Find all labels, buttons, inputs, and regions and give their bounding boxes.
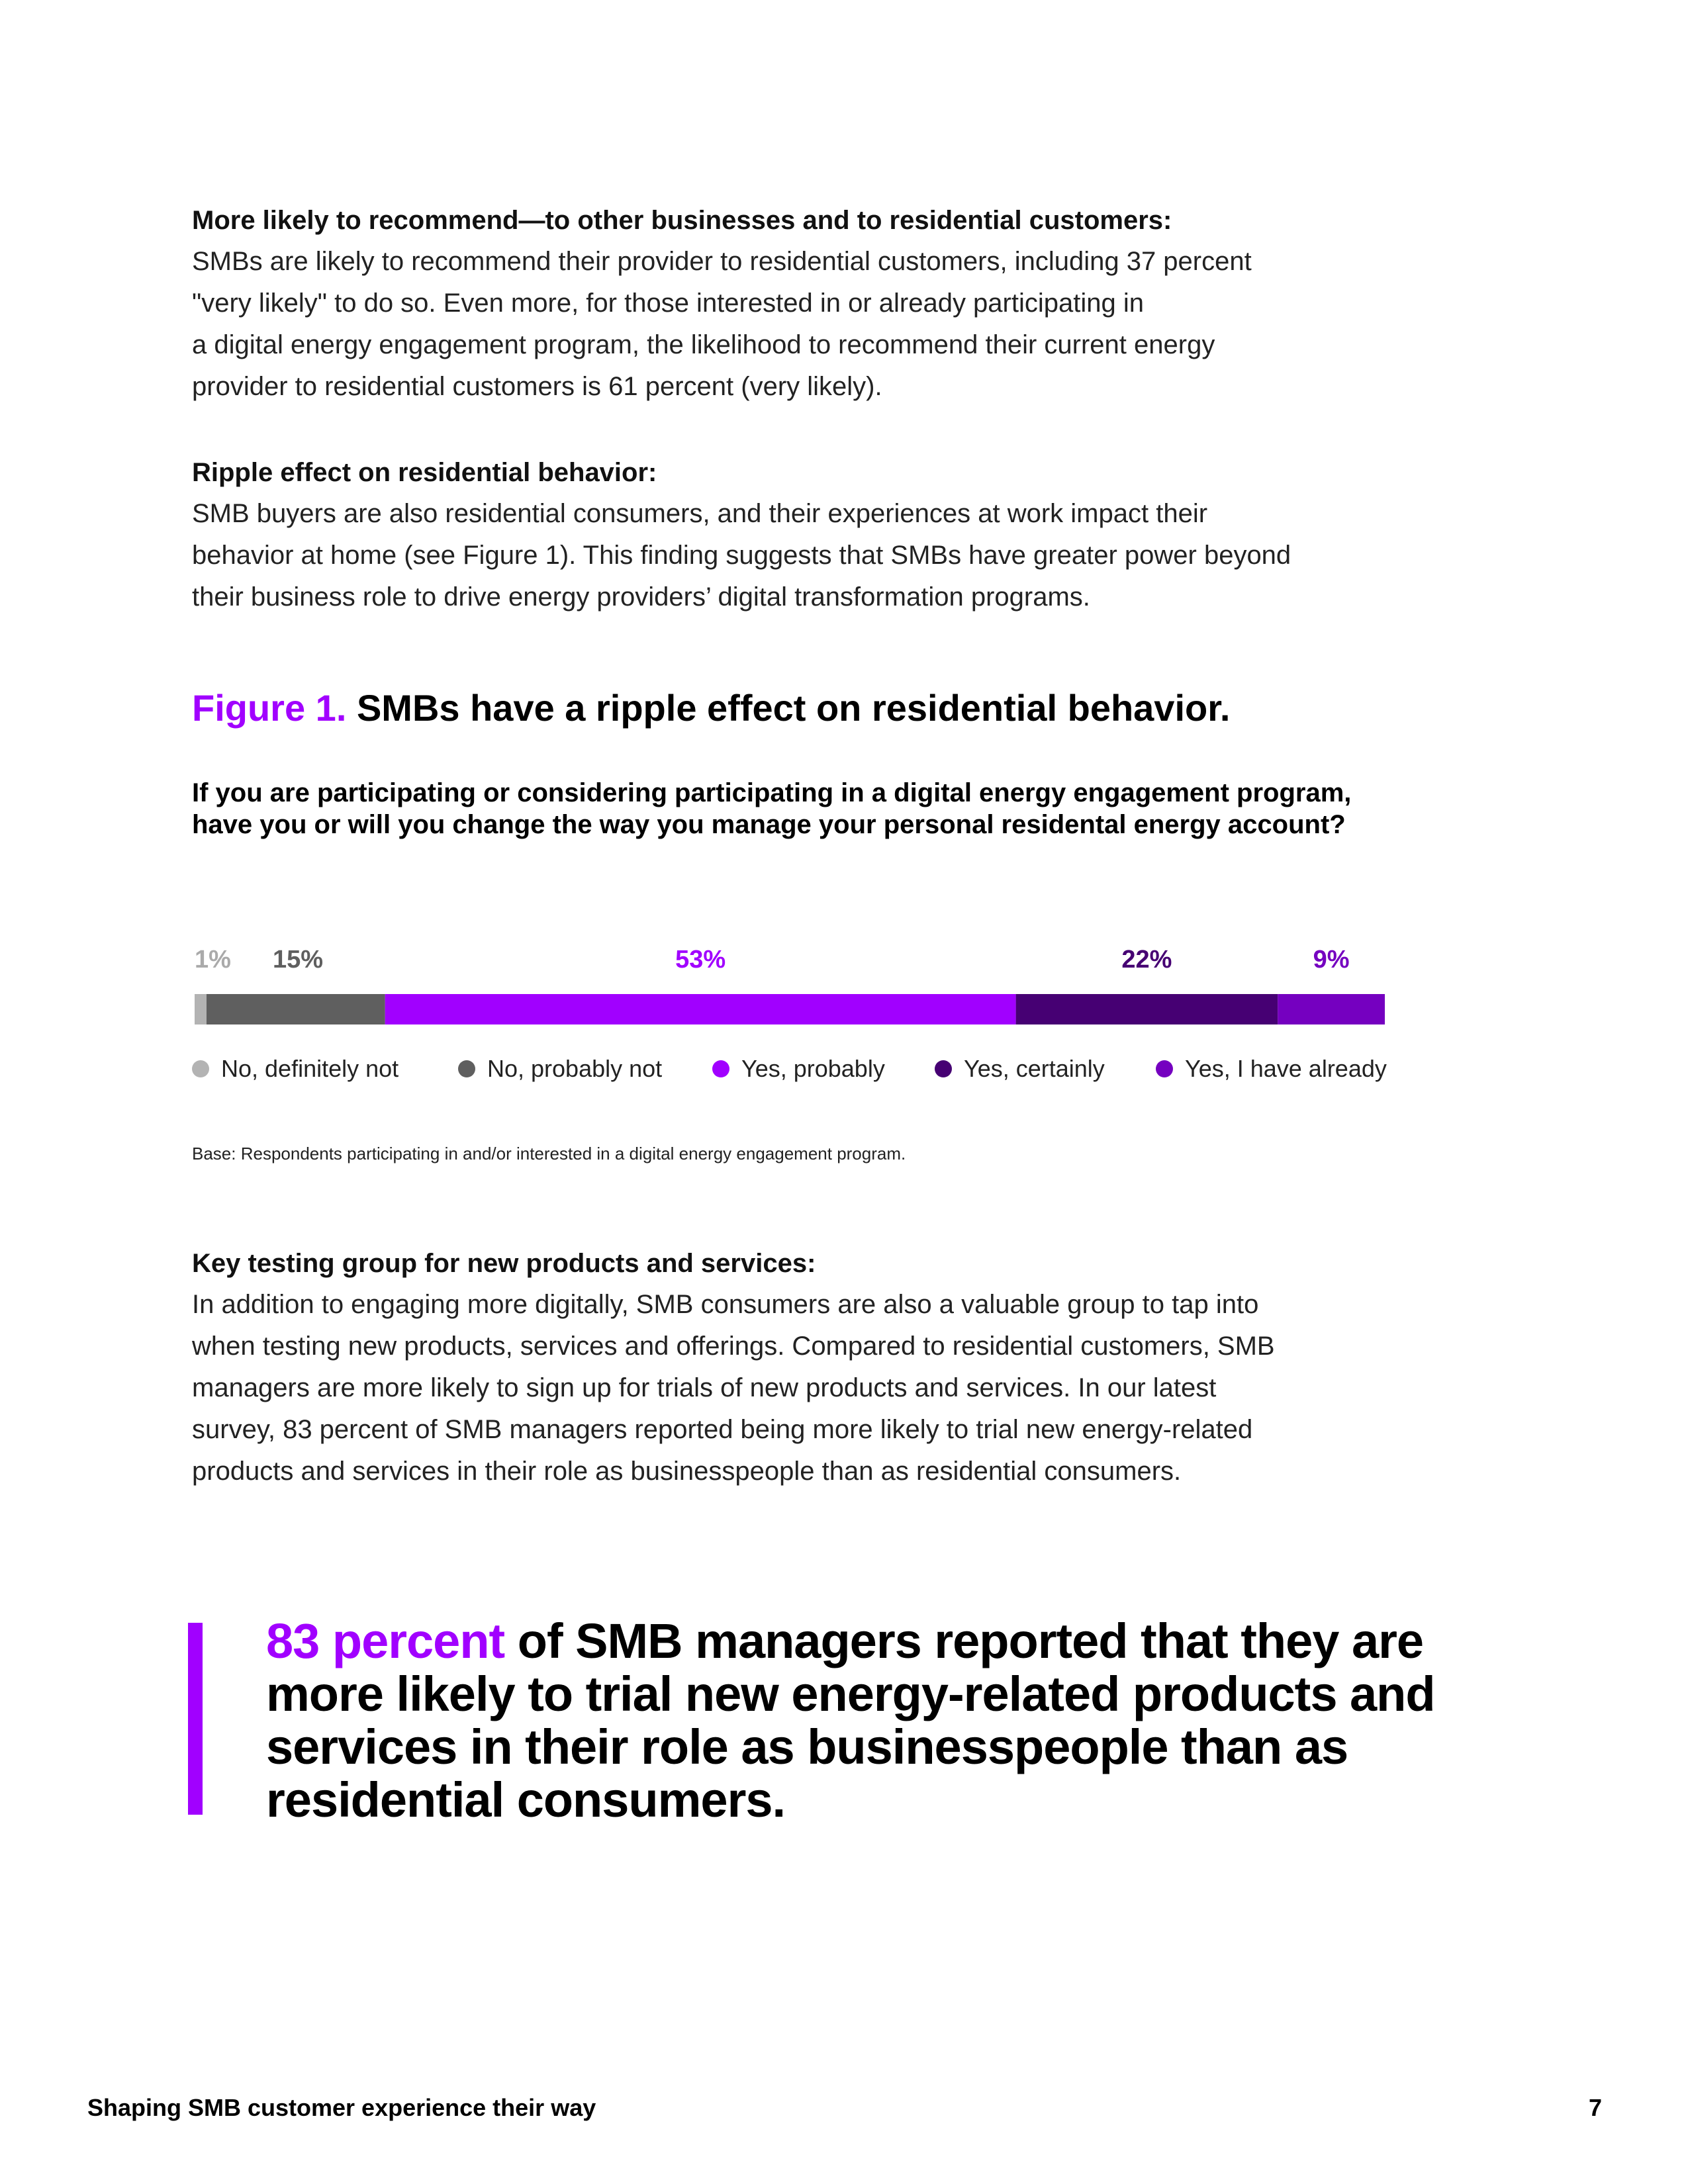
figure-number: Figure 1. <box>192 687 347 729</box>
data-label-yes-probably: 53% <box>675 946 726 974</box>
paragraph-line: provider to residential customers is 61 percent (very likely). <box>192 372 882 401</box>
legend-dot <box>192 1060 209 1077</box>
section-key-testing-group <box>192 1243 1450 1492</box>
paragraph-line: "very likely" to do so. Even more, for those interested in or already participating in <box>192 289 1144 318</box>
paragraph-line: their business role to drive energy providers’ digital transformation programs. <box>192 582 1090 612</box>
figure-title-text: SMBs have a ripple effect on residential behavior. <box>356 687 1231 729</box>
bar-segment-no-definitely-not <box>195 994 207 1024</box>
paragraph-line: survey, 83 percent of SMB managers reported being more likely to trial new energy-related <box>192 1415 1253 1444</box>
section-heading: Key testing group for new products and services: <box>192 1249 816 1278</box>
legend-item-no-definitely-not <box>192 1055 399 1083</box>
legend-item-yes-certainly <box>935 1055 1105 1083</box>
page-number: 7 <box>1588 2094 1602 2121</box>
data-label-no-definitely-not: 1% <box>195 946 231 974</box>
legend-label: Yes, certainly <box>964 1055 1105 1082</box>
data-label-yes-i-have-already: 9% <box>1313 946 1350 974</box>
section-heading: Ripple effect on residential behavior: <box>192 458 657 487</box>
legend-dot <box>935 1060 952 1077</box>
figure-question: If you are participating or considering participating in a digital energy engagement program, have you or will you change the way you manage your personal residental energy account? <box>192 778 1352 839</box>
legend-label: No, definitely not <box>221 1055 399 1082</box>
bar-segment-yes-probably <box>385 994 1016 1024</box>
paragraph-line: a digital energy engagement program, the likelihood to recommend their current energy <box>192 330 1215 359</box>
legend-label: Yes, I have already <box>1185 1055 1387 1082</box>
section-heading: More likely to recommend—to other businesses and to residential customers: <box>192 206 1172 235</box>
paragraph-line: SMB buyers are also residential consumers, and their experiences at work impact their <box>192 499 1208 528</box>
footer-title: Shaping SMB customer experience their way <box>87 2094 596 2121</box>
legend-dot <box>712 1060 729 1077</box>
legend-dot <box>1156 1060 1173 1077</box>
paragraph-line: behavior at home (see Figure 1). This finding suggests that SMBs have greater power beyond <box>192 541 1291 570</box>
base-note: Base: Respondents participating in and/or interested in a digital energy engagement program. <box>192 1144 906 1163</box>
legend-label: Yes, probably <box>741 1055 885 1082</box>
paragraph-line: In addition to engaging more digitally, SMB consumers are also a valuable group to tap into <box>192 1290 1259 1319</box>
legend-dot <box>458 1060 475 1077</box>
paragraph-line: SMBs are likely to recommend their provider to residential customers, including 37 percent <box>192 247 1252 276</box>
data-label-no-probably-not: 15% <box>273 946 324 974</box>
callout-accent-bar <box>188 1623 203 1815</box>
legend-item-yes-probably <box>712 1055 885 1083</box>
legend-label: No, probably not <box>487 1055 663 1082</box>
bar-segment-yes-certainly <box>1016 994 1278 1024</box>
callout-quote <box>266 1615 1471 1827</box>
legend-item-yes-i-have-already <box>1156 1055 1387 1083</box>
paragraph-line: managers are more likely to sign up for trials of new products and services. In our latest <box>192 1373 1217 1402</box>
data-label-yes-certainly: 22% <box>1121 946 1172 974</box>
paragraph-line: when testing new products, services and offerings. Compared to residential customers, SMB <box>192 1332 1275 1361</box>
paragraph-line: products and services in their role as businesspeople than as residential consumers. <box>192 1457 1182 1486</box>
chart-legend <box>0 1055 1688 1095</box>
callout-text: of SMB managers reported that they are more likely to trial new energy-related products and services in their role as businesspeople than as residential consumers. <box>266 1614 1435 1827</box>
bar-segment-no-probably-not <box>207 994 385 1024</box>
bar-segment-yes-i-have-already <box>1278 994 1385 1024</box>
callout-highlight: 83 percent <box>266 1614 505 1668</box>
legend-item-no-probably-not <box>458 1055 662 1083</box>
